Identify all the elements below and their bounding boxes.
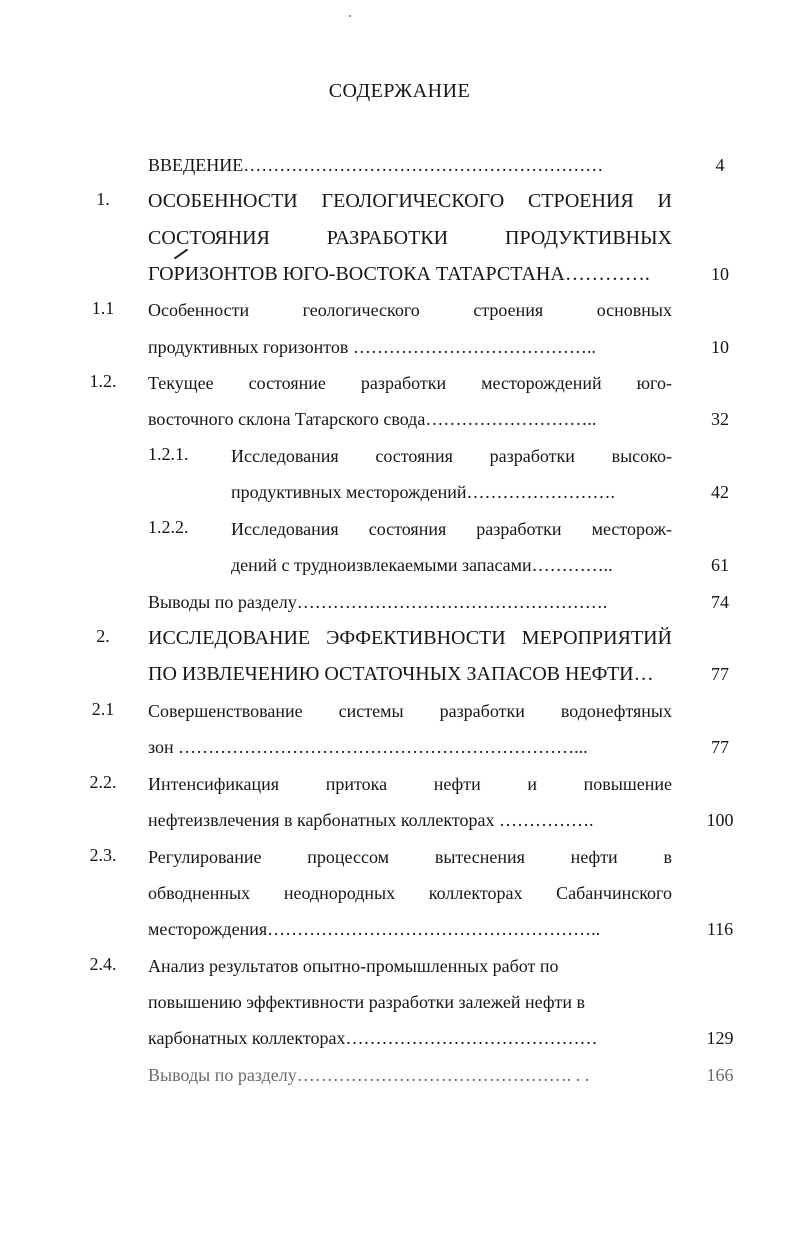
section-title-line: зон …………………………………………………………... xyxy=(148,737,588,757)
section-title-line: месторождения……………………………………………….. xyxy=(148,919,601,939)
section-number: 2.2. xyxy=(89,772,117,792)
conclusions-entry: Выводы по разделу……………………………………………. xyxy=(148,592,608,612)
section-number: 2. xyxy=(96,626,110,646)
section-title-line: Совершенствование системы разработки водонефтяных xyxy=(148,701,672,721)
pen-mark xyxy=(174,249,188,260)
toc-entry-introduction: ВВЕДЕНИЕ…………………………………………………… xyxy=(148,155,604,175)
section-title-line: Особенности геологического строения основных xyxy=(148,300,672,320)
chapter-title-line: СОСТОЯНИЯ РАЗРАБОТКИ ПРОДУКТИВНЫХ xyxy=(148,227,672,249)
section-title-line: восточного склона Татарского свода……………………….. xyxy=(148,409,597,429)
section-number: 1. xyxy=(96,189,110,209)
subsection-number: 1.2.2. xyxy=(148,517,189,537)
section-number: 1.1 xyxy=(91,298,115,318)
subsection-title-line: Исследования состояния разработки месторож- xyxy=(231,519,672,539)
page-number: 32 xyxy=(711,409,729,429)
page-title: СОДЕРЖАНИЕ xyxy=(328,80,471,102)
section-number: 2.3. xyxy=(89,845,117,865)
scan-speck xyxy=(349,15,351,17)
page-number: 129 xyxy=(706,1028,734,1048)
section-title-line: обводненных неоднородных коллекторах Сабанчинского xyxy=(148,883,672,903)
page-number: 100 xyxy=(706,810,734,830)
page-number: 61 xyxy=(711,555,729,575)
page-number: 116 xyxy=(706,919,734,939)
chapter-title-line: ОСОБЕННОСТИ ГЕОЛОГИЧЕСКОГО СТРОЕНИЯ И xyxy=(148,190,672,212)
section-title-line: нефтеизвлечения в карбонатных коллекторах ……………. xyxy=(148,810,594,830)
chapter-title-line: ПО ИЗВЛЕЧЕНИЮ ОСТАТОЧНЫХ ЗАПАСОВ НЕФТИ… xyxy=(148,663,654,685)
chapter-title-line: ГОРИЗОНТОВ ЮГО-ВОСТОКА ТАТАРСТАНА…………. xyxy=(148,263,650,285)
subsection-number: 1.2.1. xyxy=(148,444,189,464)
subsection-title-line: Исследования состояния разработки высоко- xyxy=(231,446,672,466)
chapter-title-line: ИССЛЕДОВАНИЕ ЭФФЕКТИВНОСТИ МЕРОПРИЯТИЙ xyxy=(148,627,672,649)
page-number: 10 xyxy=(711,264,729,284)
section-title-line: карбонатных коллекторах…………………………………… xyxy=(148,1028,598,1048)
page-number: 74 xyxy=(711,592,729,612)
page-number: 4 xyxy=(715,155,725,175)
subsection-title-line: продуктивных месторождений……………………. xyxy=(231,482,615,502)
section-title-line: Интенсификация притока нефти и повышение xyxy=(148,774,672,794)
section-title-line: Анализ результатов опытно-промышленных работ по xyxy=(148,956,559,976)
section-title-line: Текущее состояние разработки месторождений юго- xyxy=(148,373,672,393)
section-number: 2.1 xyxy=(91,699,115,719)
page-number: 77 xyxy=(711,664,729,684)
section-title-line: продуктивных горизонтов ………………………………….. xyxy=(148,337,596,357)
section-number: 2.4. xyxy=(89,954,117,974)
section-title-line: Регулирование процессом вытеснения нефти в xyxy=(148,847,672,867)
subsection-title-line: дений с трудноизвлекаемыми запасами………….. xyxy=(231,555,613,575)
section-title-line: повышению эффективности разработки залежей нефти в xyxy=(148,992,586,1012)
page-number: 10 xyxy=(711,337,729,357)
section-number: 1.2. xyxy=(89,371,117,391)
page-number: 42 xyxy=(711,482,729,502)
page-number: 166 xyxy=(706,1065,734,1085)
page-number: 77 xyxy=(711,737,729,757)
conclusions-entry: Выводы по разделу………………………………………. . . xyxy=(148,1065,590,1085)
